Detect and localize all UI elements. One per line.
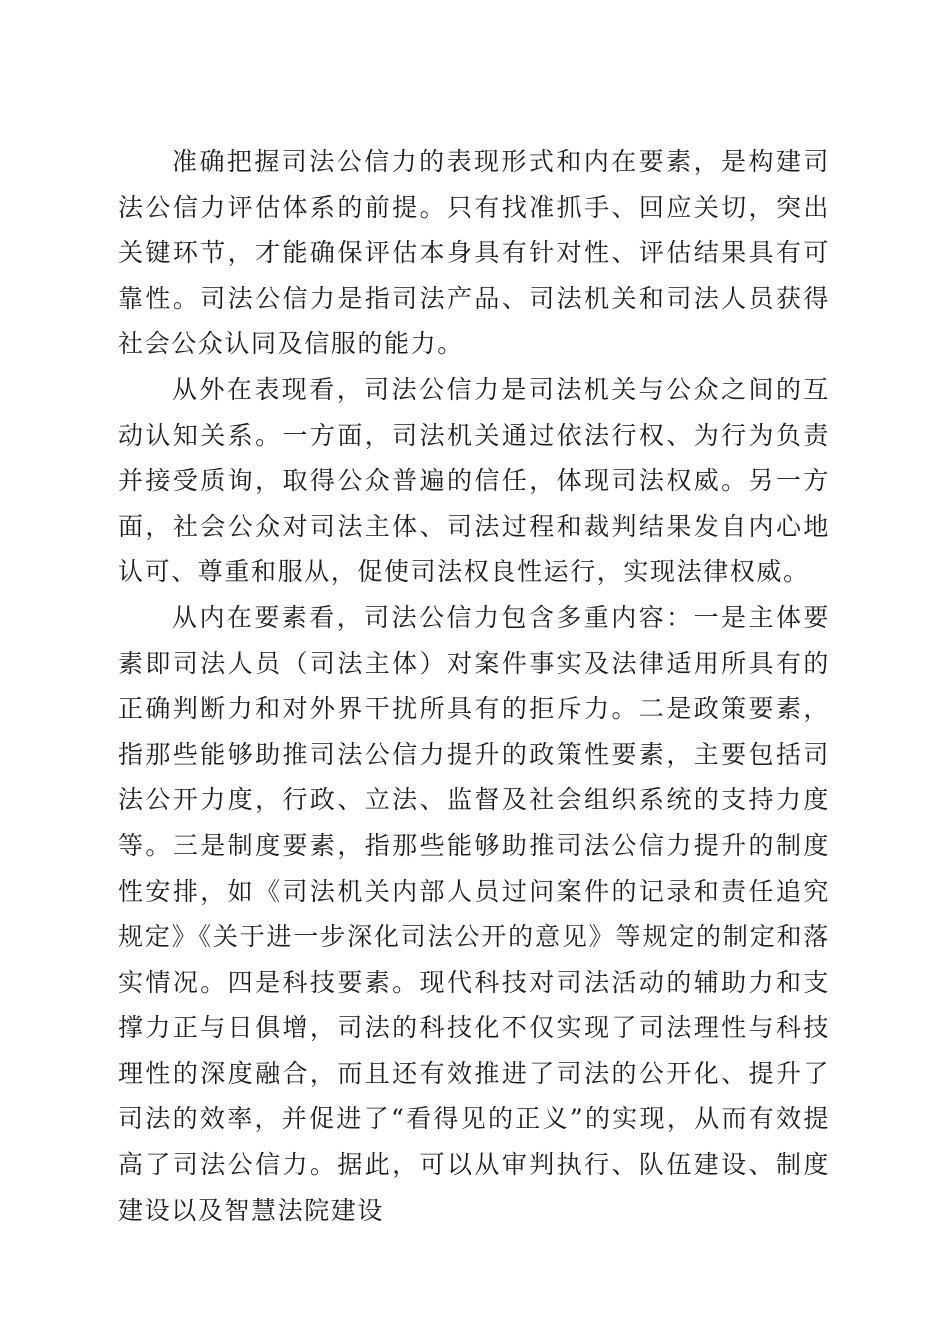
document-page [118, 139, 830, 1233]
paragraph-definition: 准确把握司法公信力的表现形式和内在要素，是构建司法公信力评估体系的前提。只有找准抓手、回应关切，突出关键环节，才能确保评估本身具有针对性、评估结果具有可靠性。司法公信力是指司法产品、司法机关和司法人员获得社会公众认同及信服的能力。 [118, 147, 830, 359]
paragraph-internal-elements: 从内在要素看，司法公信力包含多重内容：一是主体要素即司法人员（司法主体）对案件事实及法律适用所具有的正确判断力和对外界干扰所具有的拒斥力。二是政策要素，指那些能够助推司法公信力提升的政策性要素，主要包括司法公开力度，行政、立法、监督及社会组织系统的支持力度等。三是制度要素，指那些能够助推司法公信力提升的制度性安排，如《司法机关内部人员过问案件的记录和责任追究规定》《关于进一步深化司法公开的意见》等规定的制定和落实情况。四是科技要素。现代科技对司法活动的辅助力和支撑力正与日俱增，司法的科技化不仅实现了司法理性与科技理性的深度融合，而且还有效推进了司法的公开化、提升了司法的效率，并促进了“看得见的正义”的实现，从而有效提高了司法公信力。据此，可以从审判执行、队伍建设、制度建设以及智慧法院建设 [118, 602, 830, 1225]
paragraph-external-performance: 从外在表现看，司法公信力是司法机关与公众之间的互动认知关系。一方面，司法机关通过依法行权、为行为负责并接受质询，取得公众普遍的信任，体现司法权威。另一方面，社会公众对司法主体、司法过程和裁判结果发自内心地认可、尊重和服从，促使司法权良性运行，实现法律权威。 [118, 374, 830, 587]
